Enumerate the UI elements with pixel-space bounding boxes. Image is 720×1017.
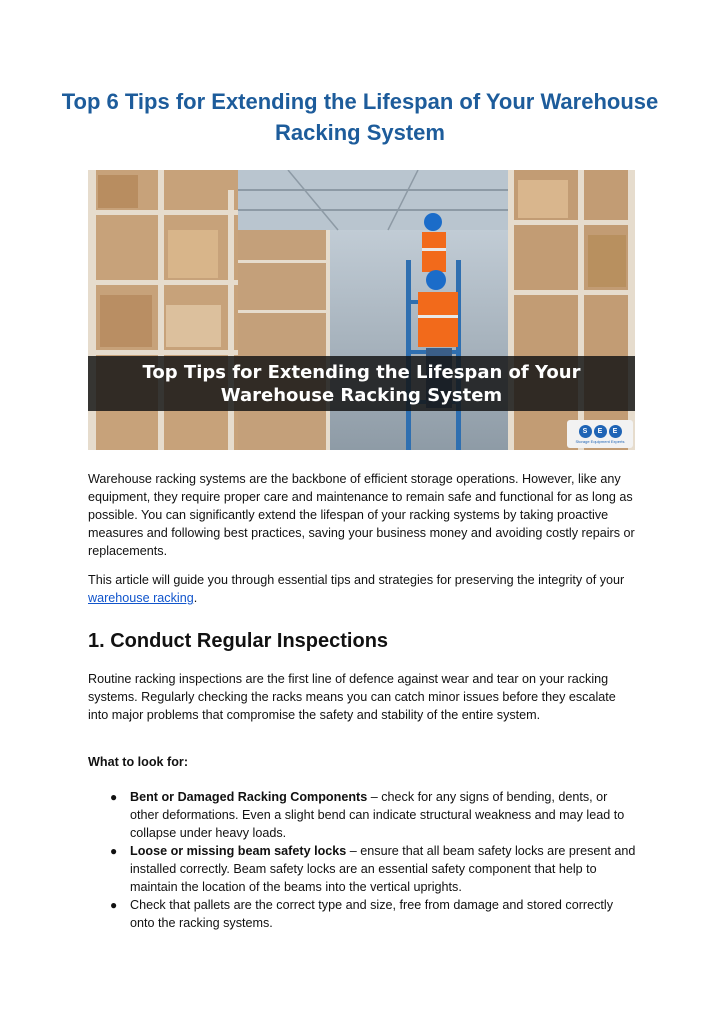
banner-line-1: Top Tips for Extending the Lifespan of Your <box>142 361 581 383</box>
warehouse-racking-link[interactable]: warehouse racking <box>88 591 194 605</box>
logo-letters <box>579 425 622 438</box>
hero-banner <box>88 356 635 411</box>
company-logo <box>567 420 633 448</box>
guide-text: This article will guide you through essential tips and strategies for preserving the integrity of your <box>88 573 625 587</box>
section-heading: 1. Conduct Regular Inspections <box>88 630 389 652</box>
list-item-bold: Bent or Damaged Racking Components <box>130 790 368 804</box>
list-item <box>88 896 636 932</box>
guide-text-end: . <box>193 591 198 605</box>
list-item-bold: Loose or missing beam safety locks <box>130 844 347 858</box>
page-title: Top 6 Tips for Extending the Lifespan of Your Warehouse Racking System <box>61 89 659 145</box>
bullet-icon: ● <box>110 790 118 804</box>
logo-text: Storage Equipment Experts <box>575 438 625 444</box>
list-item <box>88 842 636 896</box>
logo-letter: E <box>594 425 607 438</box>
banner-line-2: Warehouse Racking System <box>220 384 503 406</box>
section-paragraph: Routine racking inspections are the first line of defence against wear and tear on your racking systems. Regularly checking the racks means you can catch minor issues before they escalate into major problems that compromise the safety and stability of the entire system. <box>88 672 616 722</box>
list-item-text: Check that pallets are the correct type and size, free from damage and stored correctly onto the racking systems. <box>130 898 613 930</box>
logo-letter: E <box>609 425 622 438</box>
guide-paragraph <box>88 571 636 607</box>
hero-image <box>88 170 635 450</box>
list-item-text: – ensure that all beam safety locks are present and installed correctly. Beam safety locks are an essential safety component that help to maintain the location of the beams into the vertical uprights. <box>130 844 636 894</box>
inspection-list <box>88 788 636 932</box>
list-item-text: – check for any signs of bending, dents, or other deformations. Even a slight bend can indicate structural weakness and may lead to collapse under heavy loads. <box>130 790 625 840</box>
bullet-icon: ● <box>110 844 118 858</box>
look-for-label: What to look for: <box>88 755 189 769</box>
logo-letter: S <box>579 425 592 438</box>
intro-paragraph: Warehouse racking systems are the backbone of efficient storage operations. However, like any equipment, they require proper care and maintenance to remain safe and functional for as long as possible. You can significantly extend the lifespan of your racking systems by taking proactive measures and following best practices, saving your business money and avoiding costly repairs or replacements. <box>88 472 635 558</box>
list-item <box>88 788 636 842</box>
bullet-icon: ● <box>110 898 118 912</box>
